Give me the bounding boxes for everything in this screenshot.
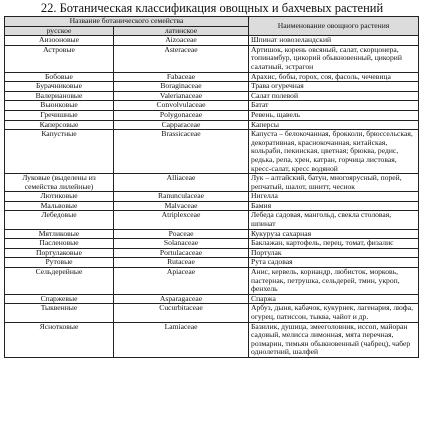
table-row <box>5 174 419 192</box>
table-row <box>5 72 419 82</box>
vegetables-cell: Спаржа <box>249 294 419 304</box>
header-latin: латинское <box>114 26 249 36</box>
vegetables-cell: Лук – алтайский, батун, многоярусный, порей, репчатый, шалот, шнитт, чеснок <box>249 174 419 192</box>
vegetables-cell: Шпинат новозеландский <box>249 36 419 46</box>
table-row <box>5 258 419 268</box>
vegetables-cell: Кукуруза сахарная <box>249 229 419 239</box>
latin-family-cell: Apiaceae <box>114 268 249 295</box>
vegetables-cell: Салат полевой <box>249 91 419 101</box>
latin-family-cell: Poaceae <box>114 229 249 239</box>
vegetables-cell: Ревень, щавель <box>249 110 419 120</box>
vegetables-cell: Трава огуречная <box>249 82 419 92</box>
russian-family-cell: Валериановые <box>5 91 114 101</box>
latin-family-cell: Lamiaceae <box>114 322 249 357</box>
russian-family-cell: Рутовые <box>5 258 114 268</box>
table-row <box>5 201 419 211</box>
russian-family-cell: Сельдерейные <box>5 268 114 295</box>
table-title: 22. Ботаническая классификация овощных и бахчевых растений <box>40 1 384 15</box>
latin-family-cell: Valerianaceae <box>114 91 249 101</box>
table-row <box>5 294 419 304</box>
table-row <box>5 192 419 202</box>
latin-family-cell: Convolvulaceae <box>114 101 249 111</box>
latin-family-cell: Solanaceae <box>114 239 249 249</box>
vegetables-cell: Батат <box>249 101 419 111</box>
classification-table <box>4 16 419 358</box>
russian-family-cell: Лебедовые <box>5 211 114 229</box>
latin-family-cell: Cucurbitaceae <box>114 304 249 322</box>
header-family-name: Название ботанического семейства <box>5 17 249 27</box>
vegetables-cell: Рута садовая <box>249 258 419 268</box>
vegetables-cell: Лебеда садовая, мангольд, свекла столовая, шпинат <box>249 211 419 229</box>
russian-family-cell: Луковые (выделены из семейства лилейные) <box>5 174 114 192</box>
table-row <box>5 36 419 46</box>
latin-family-cell: Atriplexceae <box>114 211 249 229</box>
vegetables-cell: Арбуз, дыня, кабачок, кукурнек, лагенария, люфа, огурец, патиссон, тыква, чайот и др. <box>249 304 419 322</box>
table-row <box>5 110 419 120</box>
table-row <box>5 268 419 295</box>
table-row <box>5 130 419 174</box>
latin-family-cell: Fabaceae <box>114 72 249 82</box>
russian-family-cell: Тыквенные <box>5 304 114 322</box>
table-row <box>5 248 419 258</box>
table-row <box>5 82 419 92</box>
russian-family-cell: Вьюнковые <box>5 101 114 111</box>
table-header <box>5 17 419 36</box>
table-row <box>5 101 419 111</box>
vegetables-cell: Капуста – белокочанная, брокколи, брюссельская, декоративная, краснокочанная, китайская, кольраби, пекинская, цветная; брюква, редис, редька, репа, хрен, катран, горчица листовая, кресс-салат, кресс водяной <box>249 130 419 174</box>
russian-family-cell: Портулаковые <box>5 248 114 258</box>
latin-family-cell: Asteraceae <box>114 45 249 72</box>
latin-family-cell: Malvaceae <box>114 201 249 211</box>
table-row <box>5 211 419 229</box>
table-body <box>5 36 419 358</box>
latin-family-cell: Boraginaceae <box>114 82 249 92</box>
latin-family-cell: Rutaceae <box>114 258 249 268</box>
russian-family-cell: Бурачниковые <box>5 82 114 92</box>
vegetables-cell: Каперсы <box>249 120 419 130</box>
latin-family-cell: Brassicaceae <box>114 130 249 174</box>
vegetables-cell: Нигелла <box>249 192 419 202</box>
latin-family-cell: Aizoaceae <box>114 36 249 46</box>
russian-family-cell: Яснотковые <box>5 322 114 357</box>
russian-family-cell: Мятликовые <box>5 229 114 239</box>
russian-family-cell: Спаржевые <box>5 294 114 304</box>
table-row <box>5 120 419 130</box>
table-row <box>5 304 419 322</box>
russian-family-cell: Гречишные <box>5 110 114 120</box>
latin-family-cell: Ranunculaceae <box>114 192 249 202</box>
russian-family-cell: Пасленовые <box>5 239 114 249</box>
latin-family-cell: Capparaceae <box>114 120 249 130</box>
vegetables-cell: Портулак <box>249 248 419 258</box>
russian-family-cell: Мальвовые <box>5 201 114 211</box>
table-row <box>5 91 419 101</box>
latin-family-cell: Asparagaceae <box>114 294 249 304</box>
header-vegetables: Наименование овощного растения <box>249 17 419 36</box>
vegetables-cell: Базилик, душица, змееголовник, иссоп, майоран садовый, мелисса лимонная, мята перечная, розмарин, тимьян обыкновенный (чабрец), чабер однолетний, шалфей <box>249 322 419 357</box>
vegetables-cell: Арахис, бобы, горох, соя, фасоль, чечевица <box>249 72 419 82</box>
latin-family-cell: Polygonaceae <box>114 110 249 120</box>
latin-family-cell: Alliaceae <box>114 174 249 192</box>
table-row <box>5 45 419 72</box>
russian-family-cell: Капустные <box>5 130 114 174</box>
vegetables-cell: Артишок, корень овсяный, салат, скорцонера, топинамбур, цикорий обыкновенный, цикорий салатный, эстрагон <box>249 45 419 72</box>
russian-family-cell: Каперсовые <box>5 120 114 130</box>
table-row <box>5 239 419 249</box>
latin-family-cell: Portulacaceae <box>114 248 249 258</box>
header-russian: русское <box>5 26 114 36</box>
russian-family-cell: Бобовые <box>5 72 114 82</box>
table-row <box>5 229 419 239</box>
table-row <box>5 322 419 357</box>
russian-family-cell: Аизооновые <box>5 36 114 46</box>
vegetables-cell: Бамия <box>249 201 419 211</box>
vegetables-cell: Баклажан, картофель, перец, томат, физалис <box>249 239 419 249</box>
russian-family-cell: Астровые <box>5 45 114 72</box>
header-row-top <box>5 17 419 27</box>
vegetables-cell: Анис, кервель, кориандр, любисток, морковь, пастернак, петрушка, сельдерей, тмин, укроп, фенхель <box>249 268 419 295</box>
russian-family-cell: Лютиковые <box>5 192 114 202</box>
